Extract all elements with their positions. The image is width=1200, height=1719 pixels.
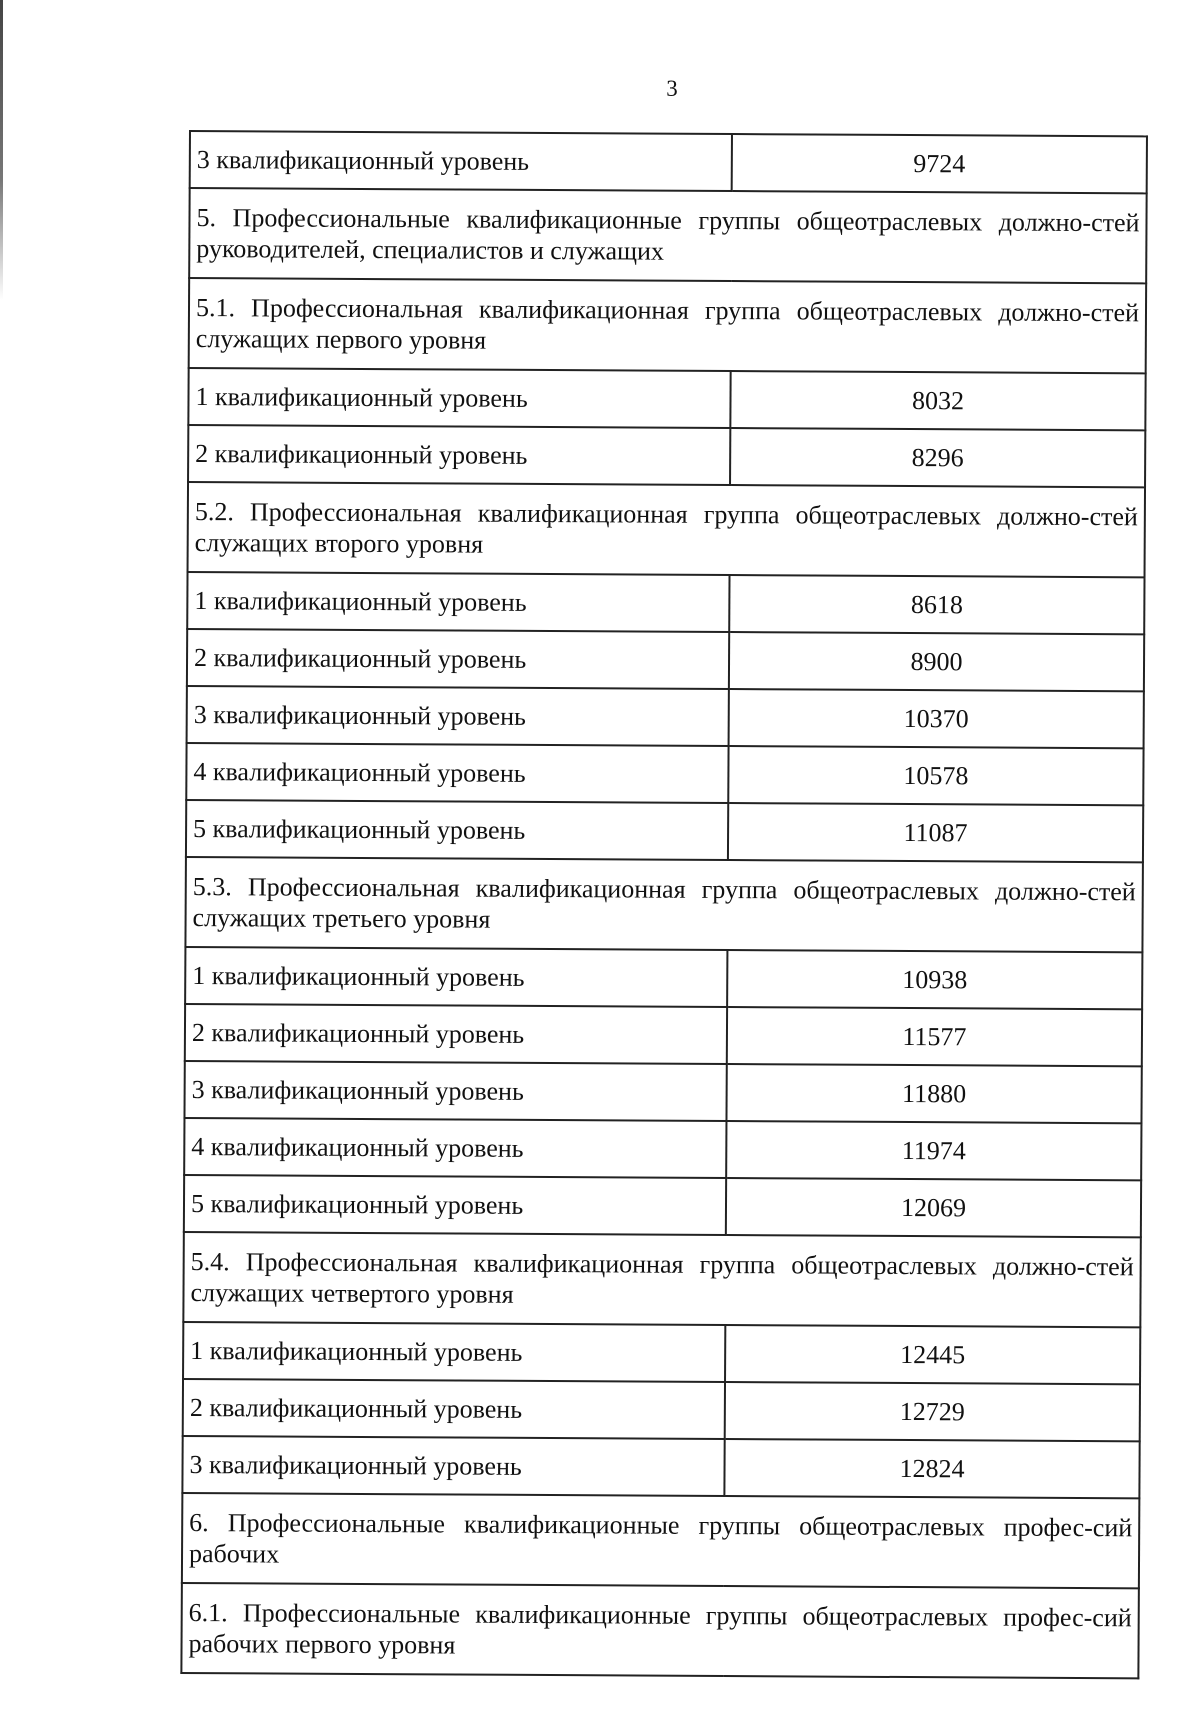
group-heading-row <box>189 278 1146 373</box>
group-heading-row <box>183 1232 1140 1327</box>
group-heading: 6. Профессиональные квалификационные группы общеотраслевых профес-сий рабочих <box>182 1493 1139 1588</box>
level-label: 3 квалификационный уровень <box>184 1061 726 1121</box>
group-heading-row <box>188 482 1145 577</box>
level-value: 11974 <box>726 1121 1141 1180</box>
level-label: 1 квалификационный уровень <box>185 947 727 1007</box>
level-value: 12729 <box>725 1382 1140 1441</box>
table-row <box>188 368 1145 430</box>
level-value: 12445 <box>725 1325 1140 1384</box>
table-row <box>187 686 1144 748</box>
table-row <box>184 1118 1141 1180</box>
table-row <box>186 743 1143 805</box>
group-heading-row <box>181 1583 1138 1678</box>
level-label: 1 квалификационный уровень <box>188 368 730 428</box>
level-value: 8618 <box>729 575 1144 634</box>
page-number: 3 <box>666 76 678 101</box>
level-label: 2 квалификационный уровень <box>185 1004 727 1064</box>
salary-table <box>180 130 1148 1679</box>
level-label: 1 квалификационный уровень <box>183 1322 725 1382</box>
level-value: 8296 <box>730 428 1145 487</box>
table-row <box>184 1061 1141 1123</box>
group-heading: 5.4. Профессиональная квалификационная группа общеотраслевых должно-стей служащих четвертого уровня <box>183 1232 1140 1327</box>
group-heading-row <box>185 857 1142 952</box>
group-heading: 5.3. Профессиональная квалификационная группа общеотраслевых должно-стей служащих третьего уровня <box>185 857 1142 952</box>
level-label: 3 квалификационный уровень <box>190 131 732 191</box>
group-heading-row <box>189 188 1146 283</box>
table-row <box>183 1322 1140 1384</box>
table-row <box>182 1436 1139 1498</box>
table-row <box>188 425 1145 487</box>
level-value: 11087 <box>728 803 1143 862</box>
level-value: 11577 <box>727 1007 1142 1066</box>
level-value: 12824 <box>724 1439 1139 1498</box>
level-value: 10370 <box>729 689 1144 748</box>
group-heading-row <box>182 1493 1139 1588</box>
table-row <box>185 947 1142 1009</box>
group-heading: 6.1. Профессиональные квалификационные группы общеотраслевых профес-сий рабочих первого уровня <box>181 1583 1138 1678</box>
level-value: 10938 <box>727 950 1142 1009</box>
group-heading: 5. Профессиональные квалификационные группы общеотраслевых должно-стей руководителей, специалистов и служащих <box>189 188 1146 283</box>
level-label: 2 квалификационный уровень <box>187 629 729 689</box>
level-value: 10578 <box>728 746 1143 805</box>
table-row <box>187 629 1144 691</box>
level-label: 4 квалификационный уровень <box>186 743 728 803</box>
table-row <box>190 131 1147 193</box>
table-row <box>184 1175 1141 1237</box>
level-label: 5 квалификационный уровень <box>186 800 728 860</box>
group-heading: 5.1. Профессиональная квалификационная группа общеотраслевых должно-стей служащих первого уровня <box>189 278 1146 373</box>
level-label: 3 квалификационный уровень <box>187 686 729 746</box>
level-value: 9724 <box>732 134 1147 193</box>
table-row <box>186 800 1143 862</box>
level-value: 11880 <box>726 1064 1141 1123</box>
table-row <box>183 1379 1140 1441</box>
level-label: 2 квалификационный уровень <box>188 425 730 485</box>
level-value: 8900 <box>729 632 1144 691</box>
group-heading: 5.2. Профессиональная квалификационная группа общеотраслевых должно-стей служащих второго уровня <box>188 482 1145 577</box>
level-value: 12069 <box>726 1178 1141 1237</box>
table-row <box>187 572 1144 634</box>
level-label: 3 квалификационный уровень <box>182 1436 724 1496</box>
level-label: 2 квалификационный уровень <box>183 1379 725 1439</box>
scan-edge-mark <box>0 0 3 300</box>
table-row <box>185 1004 1142 1066</box>
level-value: 8032 <box>730 371 1145 430</box>
level-label: 5 квалификационный уровень <box>184 1175 726 1235</box>
level-label: 1 квалификационный уровень <box>187 572 729 632</box>
level-label: 4 квалификационный уровень <box>184 1118 726 1178</box>
